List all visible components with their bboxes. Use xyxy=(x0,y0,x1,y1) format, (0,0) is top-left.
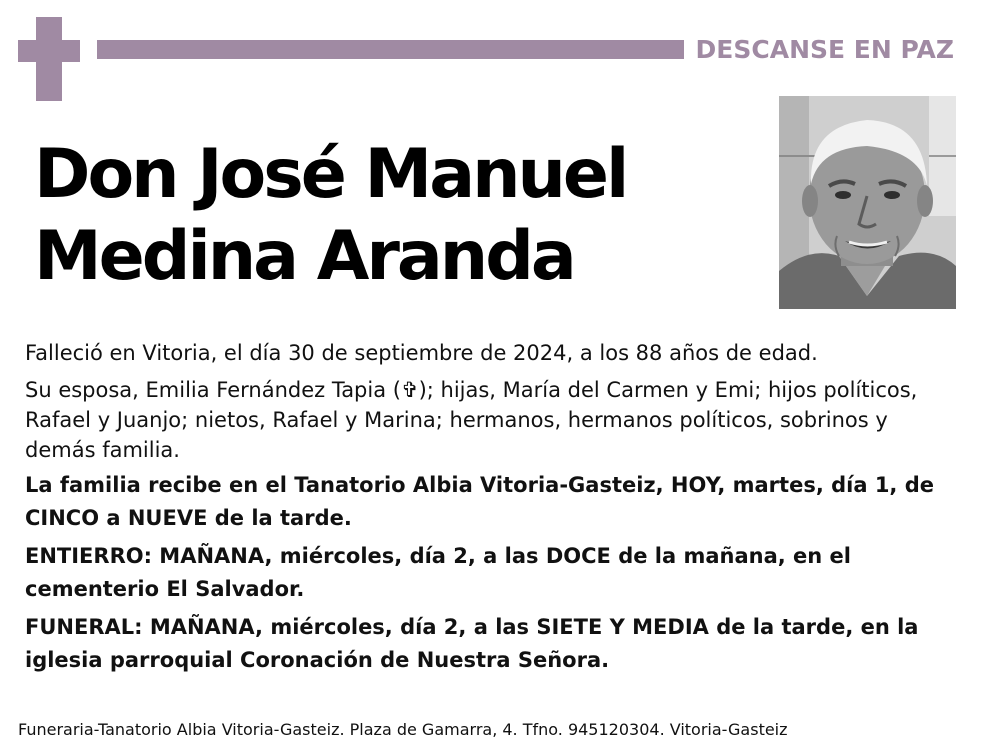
funeral-home-footer: Funeraria-Tanatorio Albia Vitoria-Gasteiz. Plaza de Gamarra, 4. Tfno. 945120304. Vitoria-Gasteiz xyxy=(18,720,788,739)
wake-notice: La familia recibe en el Tanatorio Albia Vitoria-Gasteiz, HOY, martes, día 1, de CINCO a NUEVE de la tarde. xyxy=(25,473,934,530)
deceased-name xyxy=(34,134,754,298)
family-list xyxy=(25,375,960,465)
header-title: DESCANSE EN PAZ xyxy=(695,35,954,64)
portrait-photo xyxy=(779,96,956,309)
latin-cross-icon: ✞ xyxy=(400,378,419,402)
family-list-part1: Su esposa, Emilia Fernández Tapia ( xyxy=(25,378,401,402)
deceased-name-line2: Medina Aranda xyxy=(34,217,574,296)
family-list-part2: ); hijas, María del Carmen y Emi; hijos políticos, Rafael y Juanjo; nietos, Rafael y Marina; hermanos, hermanos políticos, sobrinos y demás familia. xyxy=(25,378,918,462)
obituary-body xyxy=(25,338,960,682)
funeral-notice: FUNERAL: MAÑANA, miércoles, día 2, a las SIETE Y MEDIA de la tarde, en la iglesia parroquial Coronación de Nuestra Señora. xyxy=(25,615,919,672)
deceased-name-line1: Don José Manuel xyxy=(34,135,627,214)
death-notice: Falleció en Vitoria, el día 30 de septiembre de 2024, a los 88 años de edad. xyxy=(25,341,818,365)
cross-icon-arm xyxy=(18,40,80,62)
burial-notice: ENTIERRO: MAÑANA, miércoles, día 2, a las DOCE de la mañana, en el cementerio El Salvador. xyxy=(25,544,851,601)
header-divider-bar xyxy=(97,40,684,59)
